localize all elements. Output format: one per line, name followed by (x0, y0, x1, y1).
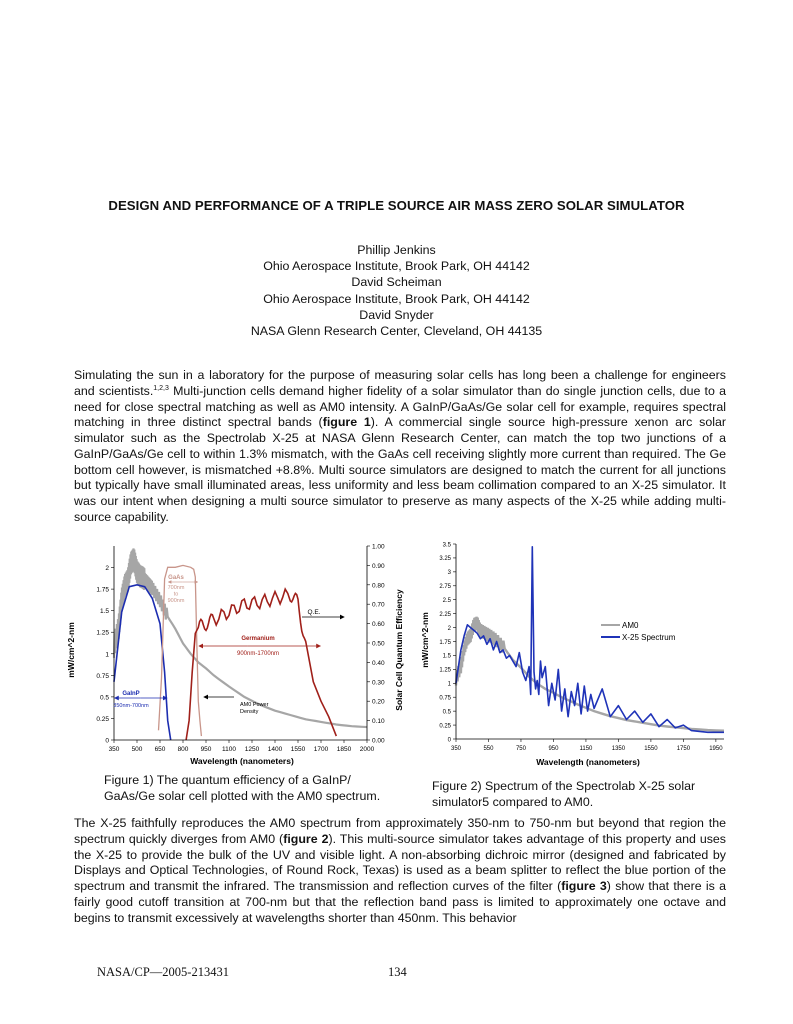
figure-2-ref: figure 2 (283, 831, 329, 846)
y2-tick-label: 0.70 (372, 601, 385, 609)
y-tick-label: 2 (105, 565, 109, 573)
y2-axis-label: Solar Cell Quantum Efficiency (394, 589, 404, 711)
intro-paragraph (74, 368, 726, 526)
y-tick-label: 1 (447, 681, 451, 688)
gaas-qe-series (159, 565, 202, 736)
x-tick-label: 750 (515, 746, 526, 752)
y-tick-label: 2.75 (439, 584, 451, 591)
am0-power-label: AM0 Power Density (240, 702, 269, 715)
y-tick-label: 1.5 (442, 653, 451, 660)
x-tick-label: 950 (200, 746, 212, 753)
footer-doc-id: NASA/CP—2005-213431 (97, 965, 229, 979)
y-tick-label: 0 (105, 737, 109, 745)
x-tick-label: 350 (450, 746, 462, 752)
y-tick-label: 1.5 (99, 608, 109, 616)
y-tick-label: 3 (447, 570, 451, 577)
x-tick-label: 1750 (676, 746, 691, 752)
x-tick-label: 1950 (709, 746, 723, 752)
legend-am0: AM0 (622, 621, 639, 630)
author-block (0, 242, 793, 339)
x-axis-label: Wavelength (nanometers) (536, 757, 640, 767)
x-tick-label: 1100 (222, 746, 236, 753)
y-tick-label: 0 (447, 737, 451, 744)
x-tick-label: 950 (548, 746, 559, 752)
author-affiliation: Ohio Aerospace Institute, Brook Park, OH 44142 (263, 291, 530, 306)
author-name: David Snyder (359, 307, 434, 322)
y-tick-label: 0.5 (99, 694, 109, 702)
x-tick-label: 800 (177, 746, 189, 753)
figure-1-ref: figure 1 (322, 415, 371, 430)
y-tick-label: 2.5 (442, 598, 451, 605)
figure-2-caption: Figure 2) Spectrum of the Spectrolab X-25 solar simulator5 compared to AM0. (432, 779, 696, 809)
page-number: 134 (388, 965, 407, 979)
germanium-label: Germanium (241, 636, 275, 642)
germanium-range-label: 900nm-1700nm (236, 651, 280, 657)
intro-text-3: ). A commercial single source high-pressure xenon arc solar simulator such as the Spectrolab X-25 at NASA Glenn Research Center, can match the top two junctions of a GaInP/GaAs/Ge cell to within 1.3% mismatch, with the GaAs cell receiving slightly more current than required. The Ge bottom cell however, is mismatched +8.8%. Multi source simulators are designed to match the current for all junctions but typically have small illuminated areas, less uniformity and less beam collimation compared to an X-25 simulator. It was our intent when designing a multi source simulator to preserve as many aspects of the X-25 while adding multi-source capability. (74, 415, 726, 524)
y-tick-label: 3.5 (442, 542, 451, 549)
figure-3-ref: figure 3 (561, 879, 607, 893)
x-tick-label: 500 (131, 746, 143, 753)
paper-title: DESIGN AND PERFORMANCE OF A TRIPLE SOURCE AIR MASS ZERO SOLAR SIMULATOR (108, 198, 685, 213)
y2-tick-label: 0.30 (372, 679, 385, 687)
y2-tick-label: 0.60 (372, 621, 385, 629)
legend (601, 621, 676, 642)
figure-1-chart (62, 536, 407, 768)
gaas-range-label: 700nm to 900nm (167, 585, 185, 604)
gaas-label: GaAs (168, 575, 184, 581)
y-tick-label: 2 (447, 625, 451, 632)
legend-x25: X-25 Spectrum (622, 633, 676, 642)
y-tick-label: 0.25 (96, 715, 109, 723)
body-text-2: ). This multi-source simulator takes advantage of this property and uses the X-25 to provide the bulk of the UV and visible light. A non-absorbing dichroic mirror (designed and fabricated by Displays and Optical Technologies, of Round Rock, Texas) is used as a beam splitter to reflect the blue portion of the spectrum and transmit the infrared. The transmission and reflection curves of the filter ( (74, 831, 726, 893)
y-tick-label: 1.25 (439, 667, 451, 674)
author-name: David Scheiman (351, 275, 442, 290)
x-axis-label: Wavelength (nanometers) (190, 756, 294, 766)
x-tick-label: 1150 (579, 746, 593, 752)
body-text-1: The X-25 faithfully reproduces the AM0 spectrum from approximately 350-nm to 750-nm but beyond that region the spectrum quickly diverges from AM0 ( (74, 816, 726, 846)
author-affiliation: NASA Glenn Research Center, Cleveland, OH 44135 (250, 324, 543, 339)
y-tick-label: 1.75 (439, 639, 451, 646)
author-affiliation: Ohio Aerospace Institute, Brook Park, OH 44142 (263, 259, 530, 274)
y2-tick-label: 0.00 (372, 737, 385, 745)
y-tick-label: 0.75 (96, 672, 109, 680)
figure-1 (62, 536, 407, 768)
x-tick-label: 1700 (313, 746, 329, 753)
figure-2 (416, 536, 732, 768)
gainp-label: GaInP (122, 691, 140, 697)
x-tick-label: 550 (483, 746, 494, 752)
y2-tick-label: 0.10 (372, 718, 385, 726)
x-tick-label: 1850 (336, 746, 352, 753)
y-tick-label: 1 (105, 651, 109, 659)
y-tick-label: 1.25 (96, 629, 109, 637)
body-paragraph (74, 816, 726, 926)
y2-tick-label: 0.50 (372, 640, 385, 648)
x-tick-label: 1550 (290, 746, 306, 753)
x-tick-label: 1550 (644, 746, 658, 752)
intro-text-2: Multi-junction cells demand higher fidelity of a solar simulator than do single junction cells, due to a need for close spectral matching as well as AM0 intensity. A GaInP/GaAs/Ge solar cell for example, requires spectral matching in three distinct spectral bands ( (74, 383, 726, 430)
qe-label: Q.E. (307, 609, 321, 616)
y2-tick-label: 1.00 (372, 543, 385, 551)
x-tick-label: 1250 (244, 746, 260, 753)
x-tick-label: 2000 (359, 746, 375, 753)
y-tick-label: 3.25 (439, 556, 451, 563)
x-tick-label: 350 (108, 746, 120, 753)
author-name: Phillip Jenkins (357, 243, 436, 257)
y-tick-label: 2.25 (439, 611, 451, 618)
intro-text-1: Simulating the sun in a laboratory for the purpose of measuring solar cells has long been a challenge for engineers and scientists. (74, 368, 726, 398)
y-axis-label: mW/cm^2-nm (420, 612, 430, 668)
y2-tick-label: 0.80 (372, 582, 385, 590)
citation-ref: 1,2,3 (153, 384, 169, 392)
figure-1-caption: Figure 1) The quantum efficiency of a GaInP/ GaAs/Ge solar cell plotted with the AM0 spectrum. (104, 773, 381, 803)
figure-2-chart (416, 536, 732, 768)
y-tick-label: 1.75 (96, 586, 109, 594)
y2-tick-label: 0.90 (372, 562, 385, 570)
am0-series (456, 617, 724, 731)
x-tick-label: 1350 (611, 746, 626, 752)
x-tick-label: 650 (154, 746, 166, 753)
y-axis-label: mW/cm^2-nm (66, 622, 76, 678)
body-text-3: ) show that there is a fairly good cutoff transition at 700-nm but that the reflection band pass is limited to approximately one octave and begins to transmit excessively at wavelengths shorter than 450nm. This behavior (74, 879, 726, 925)
y2-tick-label: 0.40 (372, 659, 385, 667)
gainp-range-label: 350nm-700nm (113, 703, 149, 709)
y-tick-label: 0.5 (442, 709, 451, 716)
y2-tick-label: 0.20 (372, 698, 385, 706)
y-tick-label: 0.25 (439, 723, 451, 730)
y-tick-label: 0.75 (439, 695, 451, 702)
x-tick-label: 1400 (267, 746, 283, 753)
